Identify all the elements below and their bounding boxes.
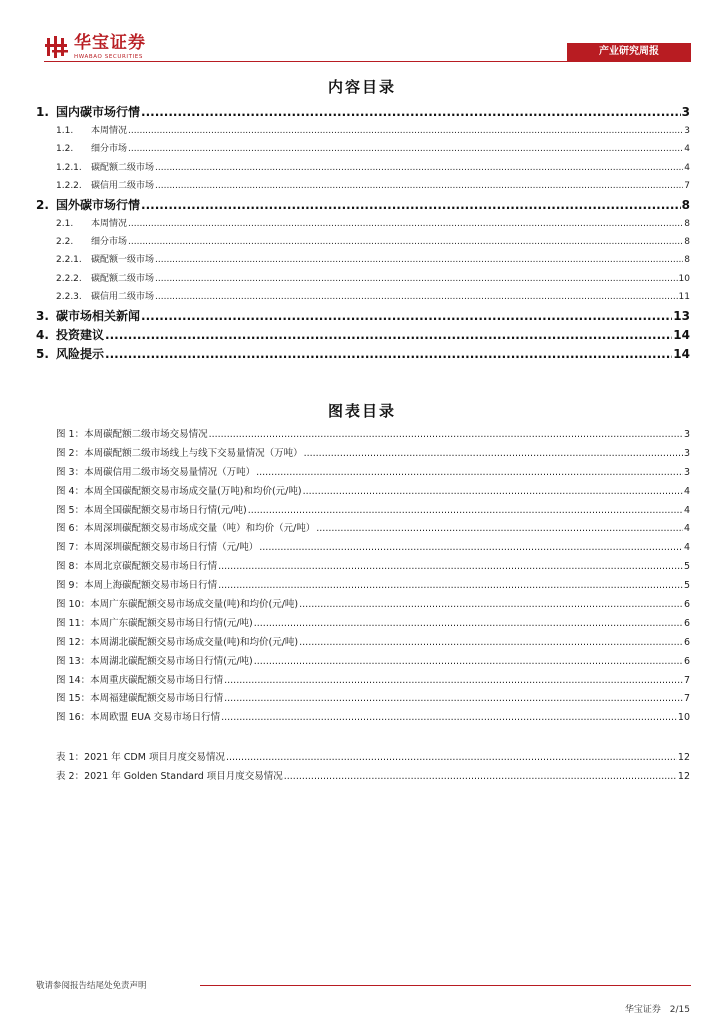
figure-entry-page: 4	[683, 504, 690, 516]
toc-entry[interactable]	[36, 122, 690, 140]
figure-entry[interactable]	[36, 483, 690, 502]
dot-leader	[155, 288, 678, 306]
dot-leader	[299, 634, 683, 653]
toc-entry-label: 本周情况	[91, 218, 128, 229]
figure-entry-page: 7	[683, 693, 690, 705]
figure-entry-page: 4	[683, 485, 690, 497]
dot-leader	[226, 749, 677, 768]
dot-leader	[209, 426, 683, 445]
figure-entry-page: 3	[683, 429, 690, 440]
dot-leader	[316, 520, 683, 539]
toc-entry-label: 风险提示	[56, 346, 105, 361]
toc-entry-page: 4	[684, 162, 690, 173]
dot-leader	[256, 464, 683, 483]
figure-entry-label: 图 10：本周广东碳配额交易市场成交量(吨)和均价(元/吨)	[56, 599, 299, 611]
dot-leader	[254, 653, 683, 672]
toc-entry-number: 5.	[36, 346, 49, 361]
toc-entry-page: 14	[673, 327, 690, 342]
dot-leader	[259, 539, 683, 558]
toc-entry-number: 2.1.	[56, 218, 74, 229]
table-entry[interactable]	[36, 749, 690, 768]
figure-entry-label: 图 16：本周欧盟 EUA 交易市场日行情	[56, 712, 221, 724]
figure-entry-page: 3	[683, 466, 690, 478]
figure-entry[interactable]	[36, 520, 690, 539]
toc-entry-label: 碳配额一级市场	[91, 255, 155, 266]
figure-entry[interactable]	[36, 709, 690, 728]
page-number: 2/15	[669, 1005, 690, 1015]
table-of-contents	[36, 103, 690, 364]
dot-leader	[141, 307, 672, 326]
toc-entry-page: 4	[684, 144, 690, 155]
figure-entry-page: 6	[683, 617, 690, 629]
toc-entry[interactable]	[36, 307, 690, 326]
toc-entry[interactable]	[36, 103, 690, 122]
figure-entry-page: 6	[683, 599, 690, 611]
figure-entry-label: 图 14：本周重庆碳配额交易市场日行情	[56, 674, 224, 686]
table-entry-label: 表 2：2021 年 Golden Standard 项目月度交易情况	[56, 770, 283, 782]
dot-leader	[105, 326, 672, 345]
figures-list	[36, 426, 690, 728]
figure-entry-label: 图 2：本周碳配额二级市场线上与线下交易量情况（万吨）	[56, 447, 303, 459]
toc-entry-number: 1.2.1.	[56, 162, 82, 173]
brand-logo	[44, 34, 146, 60]
figure-entry-page: 5	[683, 580, 690, 592]
dot-leader	[284, 768, 677, 787]
figure-entry[interactable]	[36, 539, 690, 558]
figure-entry[interactable]	[36, 634, 690, 653]
figure-entry[interactable]	[36, 502, 690, 521]
figure-entry[interactable]	[36, 426, 690, 445]
toc-entry-label: 碳配额二级市场	[91, 273, 155, 284]
toc-entry[interactable]	[36, 159, 690, 177]
footer-right	[619, 1002, 690, 1015]
figure-entry-page: 5	[683, 561, 690, 573]
figure-entry[interactable]	[36, 464, 690, 483]
figure-entry-page: 6	[683, 655, 690, 667]
toc-title: 内容目录	[327, 78, 396, 96]
figure-entry-label: 图 6：本周深圳碳配额交易市场成交量（吨）和均价（元/吨）	[56, 523, 316, 535]
figure-entry-label: 图 7：本周深圳碳配额交易市场日行情（元/吨）	[56, 542, 259, 554]
dot-leader	[299, 596, 683, 615]
dot-leader	[224, 690, 683, 709]
figure-entry-label: 图 4：本周全国碳配额交易市场成交量(万吨)和均价(元/吨)	[56, 485, 302, 497]
table-entry-page: 12	[677, 752, 690, 763]
footer-disclaimer: 敬请参阅报告结尾处免责声明	[36, 981, 147, 991]
figure-entry[interactable]	[36, 596, 690, 615]
brand-name-en: HWABAO SECURITIES	[74, 53, 143, 60]
toc-entry[interactable]	[36, 140, 690, 158]
toc-entry-page: 8	[684, 255, 690, 266]
dot-leader	[128, 122, 683, 140]
figure-entry[interactable]	[36, 690, 690, 709]
toc-entry-label: 碳配额二级市场	[91, 162, 155, 173]
dot-leader	[303, 483, 683, 502]
dot-leader	[155, 251, 683, 269]
toc-entry[interactable]	[36, 345, 690, 364]
toc-entry-number: 1.	[36, 105, 49, 119]
dot-leader	[155, 177, 683, 195]
toc-entry-number: 4.	[36, 327, 49, 342]
toc-entry-label: 细分市场	[91, 236, 128, 247]
toc-entry-number: 2.2.1.	[56, 255, 82, 266]
dot-leader	[141, 196, 681, 215]
figure-entry-page: 3	[683, 447, 690, 459]
toc-entry[interactable]	[36, 196, 690, 215]
figure-entry-label: 图 5：本周全国碳配额交易市场日行情(元/吨)	[56, 504, 247, 516]
report-type-badge: 产业研究周报	[567, 43, 691, 61]
figure-entry-page: 4	[683, 542, 690, 554]
toc-entry-page: 14	[673, 346, 690, 361]
toc-entry-label: 细分市场	[91, 144, 128, 155]
table-entry[interactable]	[36, 768, 690, 787]
dot-leader	[155, 159, 683, 177]
toc-entry-label: 国内碳市场行情	[56, 105, 141, 119]
figure-entry-page: 10	[677, 712, 690, 724]
figure-entry[interactable]	[36, 672, 690, 691]
dot-leader	[224, 672, 683, 691]
dot-leader	[304, 445, 683, 464]
toc-entry-label: 碳信用二级市场	[91, 292, 155, 303]
toc-entry-page: 8	[684, 236, 690, 247]
toc-entry-page: 8	[684, 218, 690, 229]
figure-entry-page: 7	[683, 674, 690, 686]
toc-entry[interactable]	[36, 288, 690, 306]
figures-title: 图表目录	[327, 402, 396, 420]
figure-entry[interactable]	[36, 445, 690, 464]
figure-entry-label: 图 3：本周碳信用二级市场交易量情况（万吨）	[56, 466, 256, 478]
dot-leader	[128, 140, 683, 158]
dot-leader	[128, 233, 683, 251]
figure-entry-label: 图 12：本周湖北碳配额交易市场成交量(吨)和均价(元/吨)	[56, 636, 299, 648]
toc-entry-page: 7	[684, 181, 690, 192]
toc-entry[interactable]	[36, 177, 690, 195]
dot-leader	[254, 615, 683, 634]
toc-entry-number: 2.2.2.	[56, 273, 82, 284]
tables-list	[36, 749, 690, 787]
toc-entry[interactable]	[36, 270, 690, 288]
figure-entry[interactable]	[36, 653, 690, 672]
dot-leader	[141, 103, 681, 122]
toc-entry-page: 8	[681, 197, 690, 212]
toc-entry-page: 13	[673, 308, 690, 323]
toc-entry-number: 2.2.3.	[56, 292, 82, 303]
toc-entry-label: 投资建议	[56, 327, 105, 342]
figure-entry-label: 图 9：本周上海碳配额交易市场日行情	[56, 580, 218, 592]
dot-leader	[218, 577, 683, 596]
toc-entry-number: 3.	[36, 308, 49, 323]
header-divider	[44, 61, 691, 62]
toc-entry-label: 碳信用二级市场	[91, 181, 155, 192]
figure-entry-page: 6	[683, 636, 690, 648]
toc-entry-page: 11	[678, 292, 690, 303]
page-header	[0, 0, 724, 70]
figure-entry-label: 图 1：本周碳配额二级市场交易情况	[56, 429, 208, 440]
figure-entry-label: 图 13：本周湖北碳配额交易市场日行情(元/吨)	[56, 655, 253, 667]
table-entry-label: 表 1：2021 年 CDM 项目月度交易情况	[56, 752, 225, 763]
figure-entry-label: 图 11：本周广东碳配额交易市场日行情(元/吨)	[56, 617, 253, 629]
toc-entry-label: 国外碳市场行情	[56, 197, 141, 212]
figure-entry[interactable]	[36, 615, 690, 634]
footer-company: 华宝证券	[624, 1005, 661, 1015]
toc-entry[interactable]	[36, 215, 690, 233]
toc-entry-number: 1.2.2.	[56, 181, 82, 192]
hwabao-logo-icon	[44, 34, 70, 60]
toc-entry[interactable]	[36, 233, 690, 251]
toc-entry-number: 2.	[36, 197, 49, 212]
dot-leader	[128, 215, 683, 233]
brand-name-cn: 华宝证券	[74, 32, 146, 53]
dot-leader	[248, 502, 683, 521]
figure-entry-label: 图 15：本周福建碳配额交易市场日行情	[56, 693, 224, 705]
figure-entry[interactable]	[36, 558, 690, 577]
figure-entry-label: 图 8：本周北京碳配额交易市场日行情	[56, 561, 218, 573]
table-entry-page: 12	[677, 770, 690, 782]
toc-entry-label: 本周情况	[91, 126, 128, 136]
toc-entry-page: 3	[681, 105, 690, 119]
toc-entry[interactable]	[36, 251, 690, 269]
toc-entry-number: 1.1.	[56, 126, 74, 136]
dot-leader	[221, 709, 677, 728]
figure-entry-page: 4	[683, 523, 690, 535]
toc-entry-number: 1.2.	[56, 144, 74, 155]
toc-entry-label: 碳市场相关新闻	[56, 308, 141, 323]
toc-entry-number: 2.2.	[56, 236, 74, 247]
toc-entry-page: 3	[684, 126, 690, 136]
dot-leader	[105, 345, 672, 364]
dot-leader	[155, 270, 678, 288]
figure-entry[interactable]	[36, 577, 690, 596]
dot-leader	[218, 558, 683, 577]
toc-entry[interactable]	[36, 326, 690, 345]
footer-divider	[200, 985, 691, 986]
toc-entry-page: 10	[678, 273, 690, 284]
